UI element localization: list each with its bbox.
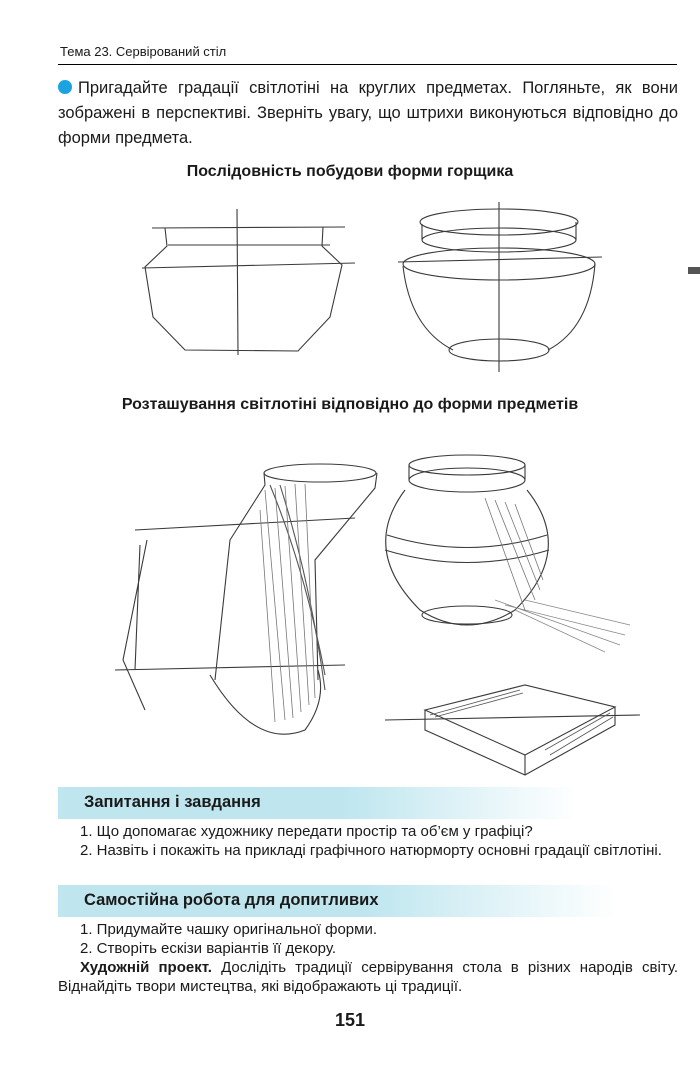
art-project-text: Дослідіть традиції сервірування стола в різних народів світу. Віднайдіть твори мистецтва, які відображають ці традиції. bbox=[58, 959, 678, 995]
independent-work-list bbox=[58, 920, 678, 996]
shaded-tray-sketch bbox=[385, 675, 645, 780]
bullet-dot-icon bbox=[58, 80, 72, 94]
questions-heading-bar bbox=[58, 787, 578, 819]
intro-paragraph bbox=[58, 76, 678, 151]
task-item: 1. Придумайте чашку оригінальної форми. bbox=[80, 921, 378, 938]
questions-heading: Запитання і завдання bbox=[84, 793, 261, 811]
page-number: 151 bbox=[334, 1010, 366, 1030]
task-item: 2. Створіть ескізи варіантів її декору. bbox=[80, 940, 337, 957]
independent-work-heading-bar bbox=[58, 885, 618, 917]
art-project-paragraph bbox=[58, 958, 678, 996]
shaded-vase-sketch bbox=[115, 450, 360, 780]
figure-title-pot-construction: Послідовність побудови форми горщика bbox=[186, 163, 514, 180]
figure-title-light-shade: Розташування світлотіні відповідно до форми предметів bbox=[121, 396, 579, 413]
intro-text: Пригадайте градації світлотіні на круглих предметах. Погляньте, як вони зображені в перспективі. Зверніть увагу, що штрихи виконуються відповідно до форми предмета. bbox=[58, 79, 678, 147]
questions-list bbox=[58, 822, 678, 860]
art-project-label: Художній проект. bbox=[80, 959, 212, 976]
header-rule bbox=[58, 64, 677, 65]
question-item: 1. Що допомагає художнику передати простір та об’єм у графіці? bbox=[80, 823, 533, 840]
pot-construction-sketch bbox=[140, 205, 360, 360]
shaded-round-pot-sketch bbox=[375, 440, 635, 665]
question-item: 2. Назвіть і покажіть на прикладі графічного натюрморту основні градації світлотіні. bbox=[80, 842, 662, 859]
pot-ellipses-sketch bbox=[398, 200, 603, 375]
independent-work-heading: Самостійна робота для допитливих bbox=[84, 891, 379, 909]
running-header: Тема 23. Сервірований стіл bbox=[60, 44, 227, 59]
side-tab-marker bbox=[688, 267, 700, 274]
